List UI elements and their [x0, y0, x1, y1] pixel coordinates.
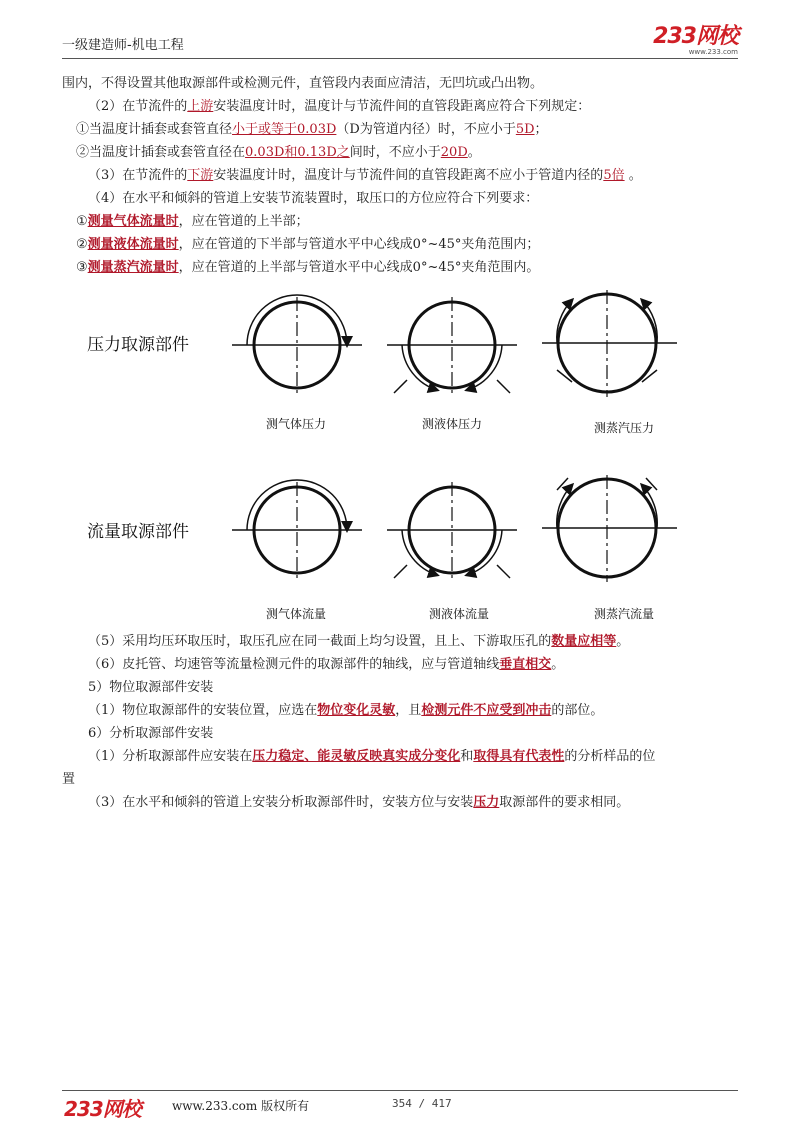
highlight: 物位变化灵敏	[317, 703, 396, 718]
paragraph	[62, 72, 742, 95]
text: （1）物位取源部件的安装位置，应选在	[88, 703, 318, 718]
highlight: 数量应相等	[551, 634, 617, 649]
logo-main: 233网校	[653, 24, 738, 49]
text: ①当温度计插套或套管直径	[76, 122, 233, 137]
text: ②当温度计插套或套管直径在	[76, 145, 246, 160]
paragraph	[62, 256, 742, 279]
highlight: 下游	[187, 168, 214, 183]
paragraph	[62, 653, 742, 676]
diagram-gas-flow	[232, 480, 362, 578]
text: ，应在管道的下半部与管道水平中心线成0°~45°夹角范围内；	[178, 237, 540, 252]
text: （5）采用均压环取压时，取压孔应在同一截面上均匀设置，且上、下游取压孔的	[88, 634, 552, 649]
text: 安装温度计时，温度计与节流件间的直管段距离应符合下列规定：	[213, 99, 591, 114]
highlight: 0.03D和0.13D之	[245, 145, 350, 160]
highlight: 测量液体流量时	[87, 237, 179, 252]
figure-svg	[62, 285, 742, 630]
paragraph	[62, 118, 742, 141]
paragraph	[62, 630, 742, 653]
caption: 测液体压力	[421, 417, 483, 431]
text: 的部位。	[551, 703, 604, 718]
paragraph	[62, 722, 742, 745]
text: （1）分析取源部件应安装在	[88, 749, 253, 764]
page-number: 354 / 417	[392, 1097, 452, 1110]
highlight: 小于或等于0.03D	[232, 122, 337, 137]
text: 和	[460, 749, 474, 764]
text: 间时，不应小于	[349, 145, 441, 160]
text: 5）物位取源部件安装	[88, 680, 214, 695]
paragraph	[62, 699, 742, 722]
paragraph	[62, 141, 742, 164]
text: （3）在节流件的	[88, 168, 188, 183]
header-title: 一级建造师-机电工程	[62, 38, 184, 53]
text: ②	[76, 237, 88, 252]
text: 6）分析取源部件安装	[88, 726, 214, 741]
text: ①	[76, 214, 88, 229]
paragraph	[62, 164, 742, 187]
diagram-steam-flow	[542, 475, 677, 582]
text: （D为管道内径）时，不应小于	[336, 122, 516, 137]
row-label-pressure: 压力取源部件	[87, 335, 189, 355]
paragraph	[62, 676, 742, 699]
highlight: 上游	[187, 99, 214, 114]
text: 置	[62, 772, 76, 787]
text: 。	[467, 145, 481, 160]
paragraph	[62, 791, 742, 814]
paragraph	[62, 233, 742, 256]
highlight: 压力	[473, 795, 500, 810]
text: 。	[624, 168, 642, 183]
paragraph	[62, 768, 742, 791]
highlight: 5D	[515, 122, 535, 137]
highlight: 5倍	[603, 168, 625, 183]
text: ③	[76, 260, 88, 275]
diagram-steam-pressure	[542, 290, 677, 397]
paragraph	[62, 95, 742, 118]
text: ，且	[395, 703, 422, 718]
text: （4）在水平和倾斜的管道上安装节流装置时，取压口的方位应符合下列要求：	[88, 191, 539, 206]
highlight: 测量蒸汽流量时	[87, 260, 179, 275]
text: 安装温度计时，温度计与节流件间的直管段距离不应小于管道内径的	[213, 168, 604, 183]
paragraph	[62, 745, 742, 768]
highlight: 取得具有代表性	[473, 749, 565, 764]
caption: 测蒸汽压力	[593, 421, 655, 435]
brand-logo	[653, 26, 738, 56]
text: 围内，不得设置其他取源部件或检测元件，直管段内表面应清洁，无凹坑或凸出物。	[62, 76, 544, 91]
caption: 测液体流量	[428, 607, 490, 621]
footer-logo: 233网校	[64, 1097, 141, 1121]
caption: 测气体压力	[265, 417, 327, 431]
highlight: 压力稳定、能灵敏反映真实成分变化	[252, 749, 461, 764]
text: ，应在管道的上半部与管道水平中心线成0°~45°夹角范围内。	[178, 260, 540, 275]
highlight: 20D	[440, 145, 468, 160]
text: 的分析样品的位	[564, 749, 656, 764]
text: 。	[616, 634, 630, 649]
body-text-upper	[62, 72, 742, 279]
text: 。	[551, 657, 565, 672]
text: ；	[534, 122, 548, 137]
highlight: 检测元件不应受到冲击	[421, 703, 552, 718]
paragraph	[62, 210, 742, 233]
tap-orientation-figure	[62, 285, 742, 630]
caption: 测蒸汽流量	[593, 607, 655, 621]
text: （3）在水平和倾斜的管道上安装分析取源部件时，安装方位与安装	[88, 795, 474, 810]
page-footer	[62, 1090, 738, 1121]
highlight: 测量气体流量时	[87, 214, 179, 229]
diagram-gas-pressure	[232, 295, 362, 393]
page-header	[62, 24, 738, 59]
body-text-lower	[62, 630, 742, 814]
logo-sub: www.233.com	[688, 48, 738, 56]
highlight: 垂直相交	[499, 657, 552, 672]
caption: 测气体流量	[265, 607, 327, 621]
text: （6）皮托管、均速管等流量检测元件的取源部件的轴线，应与管道轴线	[88, 657, 500, 672]
diagram-liquid-flow	[387, 482, 517, 578]
text: 取源部件的要求相同。	[499, 795, 630, 810]
diagram-liquid-pressure	[387, 297, 517, 393]
text: （2）在节流件的	[88, 99, 188, 114]
footer-copyright: www.233.com 版权所有	[172, 1099, 310, 1113]
row-label-flow: 流量取源部件	[87, 522, 189, 542]
text: ，应在管道的上半部；	[178, 214, 309, 229]
paragraph	[62, 187, 742, 210]
